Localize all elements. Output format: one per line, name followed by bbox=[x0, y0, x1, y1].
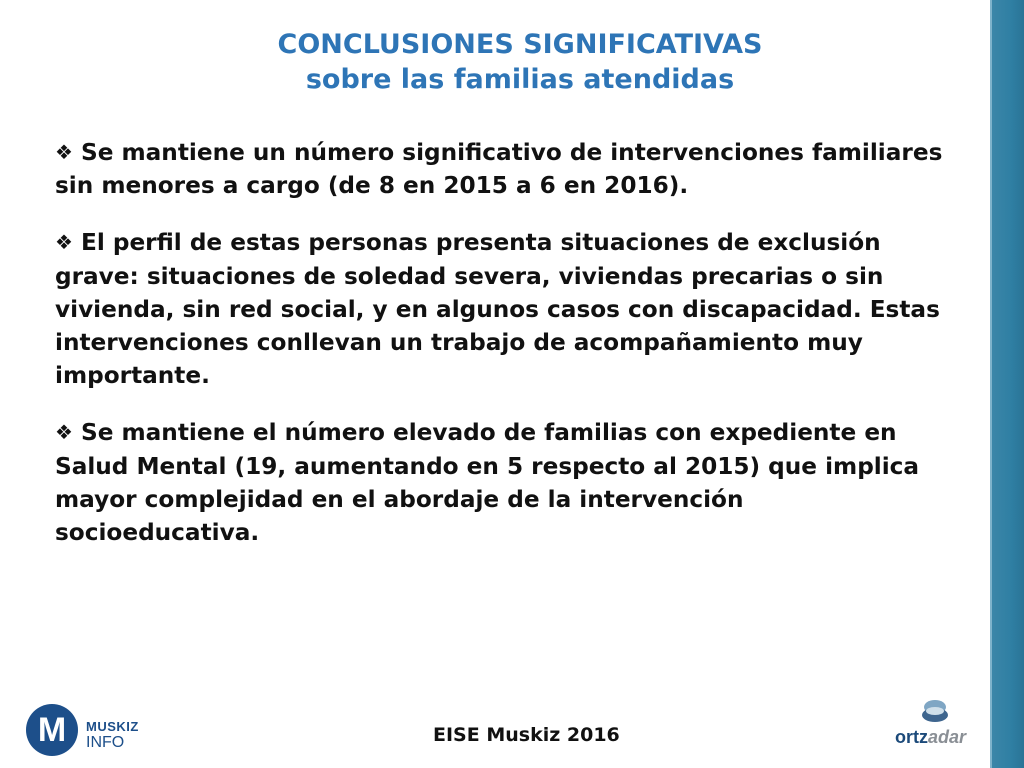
diamond-bullet-icon: ❖ bbox=[55, 230, 73, 255]
bullet-item bbox=[55, 136, 955, 202]
diamond-bullet-icon: ❖ bbox=[55, 140, 73, 164]
ortzadar-logo bbox=[893, 698, 983, 758]
title-line-2: sobre las familias atendidas bbox=[305, 64, 735, 95]
muskiz-info-logo bbox=[26, 704, 156, 756]
ortzadar-wordmark bbox=[895, 727, 966, 748]
diamond-bullet-icon: ❖ bbox=[55, 420, 73, 445]
logo-m-circle: M bbox=[26, 704, 78, 756]
bullet-item bbox=[55, 226, 955, 392]
logo-name-bottom: INFO bbox=[86, 734, 125, 751]
bullet-list bbox=[55, 136, 955, 573]
bullet-item bbox=[55, 416, 955, 549]
bullet-text: Se mantiene el número elevado de familias con expediente en Salud Mental (19, aumentando en 5 respecto al 2015) que implica mayor complejidad en el abordaje de la intervención socioeducativa. bbox=[55, 419, 920, 547]
title-line-1: CONCLUSIONES SIGNIFICATIVAS bbox=[277, 29, 763, 60]
wordmark-accent: adar bbox=[928, 727, 967, 747]
wordmark-main: ortz bbox=[895, 727, 928, 747]
bullet-text: Se mantiene un número significativo de intervenciones familiares sin menores a cargo (de 8 en 2015 a 6 en 2016). bbox=[55, 139, 943, 200]
footer-caption: EISE Muskiz 2016 bbox=[433, 724, 620, 746]
logo-name-top: MUSKIZ bbox=[86, 719, 139, 734]
ortzadar-mark-icon bbox=[917, 698, 953, 726]
right-accent-bar bbox=[990, 0, 1024, 768]
slide-title bbox=[40, 27, 1000, 97]
bullet-text: El perfil de estas personas presenta situaciones de exclusión grave: situaciones de soledad severa, viviendas precarias o sin vivienda, sin red social, y en algunos casos con discapacidad. Estas intervenciones conllevan un trabajo de acompañamiento muy importante. bbox=[55, 229, 940, 390]
